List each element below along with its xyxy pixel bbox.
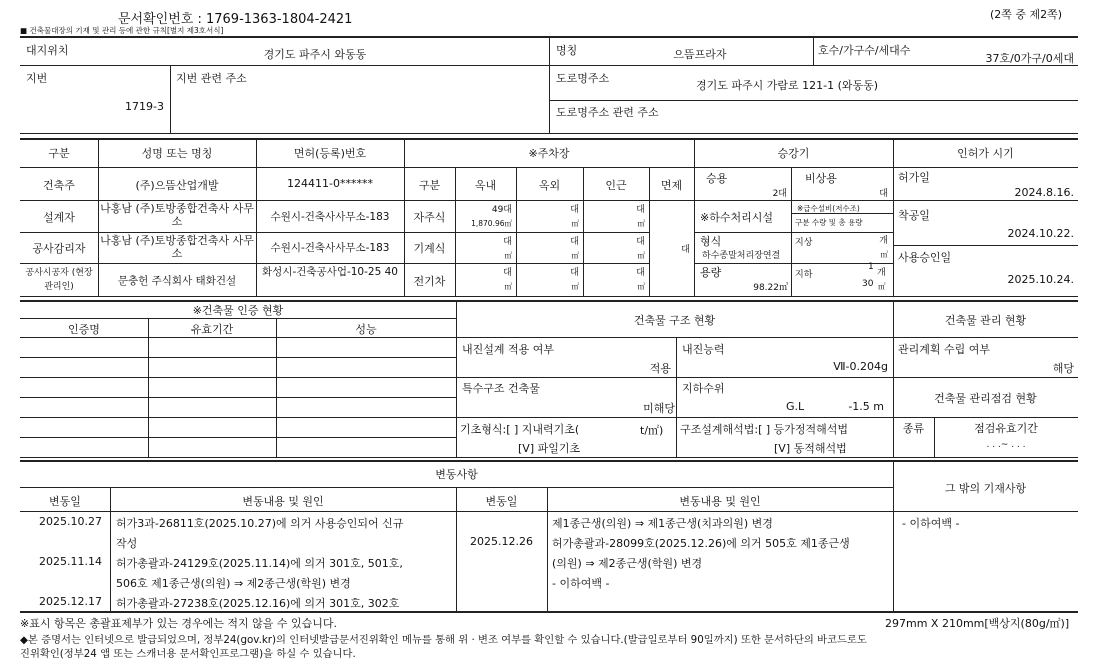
parking-self-type: 자주식 <box>413 211 446 224</box>
site-location-label: 대지위치 <box>26 44 69 57</box>
building-name-value: 으뜸프라자 <box>673 48 727 61</box>
elevator-emergency-label: 비상용 <box>805 172 837 185</box>
groundwater-label: 지하수위 <box>682 382 725 395</box>
parking-mech-outdoor-area: ㎡ <box>571 251 579 260</box>
management-title: 건축물 관리 현황 <box>944 314 1027 327</box>
structure-title: 건축물 구조 현황 <box>633 314 716 327</box>
parking-col-nearby: 인근 <box>605 179 627 192</box>
owner-license: 124411-0****** <box>287 177 373 190</box>
cert-col-name: 인증명 <box>68 323 100 336</box>
site-location-value: 경기도 파주시 와동동 <box>263 48 367 61</box>
change-line-4d: - 이하여백 - <box>552 577 610 590</box>
parking-mech-nearby: 대 <box>636 237 645 247</box>
seismic-design-label: 내진설계 적용 여부 <box>462 343 555 356</box>
permit-date-value: 2024.8.16. <box>1014 186 1074 199</box>
page-info: (2쪽 중 제2쪽) <box>990 8 1063 21</box>
sewage-capacity-label: 용량 <box>700 266 722 279</box>
sewage-capacity-value: 98.22㎥ <box>753 283 788 293</box>
cert-title: ※건축물 인증 현황 <box>192 304 284 317</box>
change-date-4: 2025.12.26 <box>470 535 533 548</box>
analysis-method-dynamic: [V] 동적해석법 <box>774 442 847 455</box>
parking-mech-outdoor: 대 <box>570 237 579 247</box>
tank-below-label: 지하 <box>795 270 813 280</box>
parking-exempt-value: 대 <box>681 245 690 255</box>
tank-below-count: 1 <box>868 262 874 272</box>
change-date-2: 2025.11.14 <box>39 555 102 568</box>
sewage-type-label: 형식 <box>700 235 722 248</box>
contractor-type: 공사시공자 (현장관리인) <box>25 268 93 292</box>
foundation-unit: t/㎡) <box>640 424 664 437</box>
elevator-emergency-value: 대 <box>879 189 888 199</box>
parking-ev-nearby-area: ㎡ <box>637 282 645 291</box>
footer-note-1: ※표시 항목은 총괄표제부가 있는 경우에는 적지 않을 수 있습니다. <box>20 617 337 630</box>
other-items-value: - 이하여백 - <box>902 517 960 530</box>
tank-above-unit2: ㎥ <box>880 250 888 259</box>
parking-ev-type: 전기차 <box>413 275 446 288</box>
road-address-related-label: 도로명주소 관련 주소 <box>556 106 659 119</box>
elevator-passenger-label: 승용 <box>706 172 728 185</box>
designer-license: 수원시-건축사사무소-183 <box>270 211 390 223</box>
change-line-2a: 허가총괄과-24129호(2025.11.14)에 의거 301호, 501호, <box>116 557 403 570</box>
units-label: 호수/가구수/세대수 <box>818 44 911 57</box>
parking-col-indoor: 옥내 <box>474 179 497 192</box>
elevator-title: 승강기 <box>777 147 810 160</box>
seismic-capacity-label: 내진능력 <box>682 343 725 356</box>
foundation-label: 기초형식:[ ] 지내력기초( <box>460 423 580 436</box>
change-line-1a: 허가3과-26811호(2025.10.27)에 의거 사용승인되어 신규 <box>116 517 404 530</box>
regulation-note: ■ 건축물대장의 기재 및 관리 등에 관한 규칙[별지 제3호서식] <box>20 26 224 35</box>
change-date-1: 2025.10.27 <box>39 515 102 528</box>
lot-address-label: 지번 관련 주소 <box>176 72 247 85</box>
supervisor-type: 공사감리자 <box>32 242 86 255</box>
people-col-name: 성명 또는 명칭 <box>141 147 213 160</box>
supervisor-name: 나홍남 (주)토방종합건축사 사무소 <box>100 234 254 260</box>
water-tank-label: ※급수설비(저수조) <box>797 204 860 213</box>
people-col-license: 면허(등록)번호 <box>293 147 367 160</box>
footer-note-2: ◆본 증명서는 인터넷으로 발급되었으며, 정부24(gov.kr)의 인터넷발급문서진위확인 메뉴를 통해 위 · 변조 여부를 확인할 수 있습니다.(발급일로부터 90일까지) 또한 문서하단의 바코드로도 <box>20 634 867 646</box>
inspection-col-period: 점검유효기간 <box>974 422 1038 435</box>
designer-name: 나홍남 (주)토방종합건축사 사무소 <box>100 202 254 228</box>
change-line-3a: 허가총괄과-27238호(2025.12.16)에 의거 301호, 302호 <box>116 597 400 610</box>
other-items-title: 그 밖의 기재사항 <box>944 482 1027 495</box>
contractor-license: 화성시-건축공사업-10-25 40 <box>262 266 398 278</box>
permits-title: 인허가 시기 <box>957 147 1014 160</box>
permit-date-label: 허가일 <box>898 171 930 184</box>
changes-title: 변동사항 <box>435 468 478 481</box>
designer-type: 설계자 <box>43 211 75 224</box>
change-line-4b: 허가총괄과-28099호(2025.12.26)에 의거 505호 제1종근생 <box>552 537 850 550</box>
parking-ev-nearby: 대 <box>636 268 645 278</box>
parking-col-outdoor: 옥외 <box>538 179 561 192</box>
groundwater-value: -1.5 m <box>848 400 884 413</box>
parking-self-nearby-area: ㎡ <box>637 219 645 228</box>
start-date-label: 착공일 <box>898 209 930 222</box>
change-line-2b: 506호 제1종근생(의원) ⇒ 제2종근생(학원) 변경 <box>116 577 351 590</box>
groundwater-gl: G.L <box>786 400 805 413</box>
road-address-value: 경기도 파주시 가람로 121-1 (와동동) <box>696 79 879 92</box>
cert-col-performance: 성능 <box>355 323 377 336</box>
management-plan-label: 관리계획 수립 여부 <box>898 343 991 356</box>
changes-col-content-left: 변동내용 및 원인 <box>242 495 324 508</box>
tank-below-unit2: ㎥ <box>878 282 886 291</box>
contractor-name: 문충헌 주식회사 태화건설 <box>117 275 237 287</box>
paper-spec: 297mm X 210mm[백상지(80g/㎡)] <box>885 617 1070 630</box>
special-structure-value: 미해당 <box>643 402 675 415</box>
seismic-design-value: 적용 <box>649 362 671 375</box>
inspection-period-value: . . .~ . . . <box>986 440 1026 450</box>
document-number: 문서확인번호 : 1769-1363-1804-2421 <box>118 12 353 27</box>
water-tank-cols: 구분 수량 및 총 용량 <box>795 218 863 227</box>
supervisor-license: 수원시-건축사사무소-183 <box>270 242 390 254</box>
inspection-title: 건축물 관리점검 현황 <box>934 392 1037 405</box>
parking-mech-type: 기계식 <box>413 242 446 255</box>
special-structure-label: 특수구조 건축물 <box>462 382 540 395</box>
change-date-3: 2025.12.17 <box>39 595 102 608</box>
parking-self-outdoor: 대 <box>570 205 579 215</box>
parking-ev-outdoor-area: ㎡ <box>571 282 579 291</box>
sewage-type-value: 하수종말처리장연결 <box>702 251 781 261</box>
parking-self-nearby: 대 <box>636 205 645 215</box>
parking-ev-outdoor: 대 <box>570 268 579 278</box>
footer-note-3: 진위확인(정부24 앱 또는 스캐너용 문서확인프로그램)을 하실 수 있습니다. <box>20 648 356 660</box>
tank-above-unit1: 개 <box>879 236 888 246</box>
parking-mech-indoor-area: ㎡ <box>504 251 512 260</box>
owner-type: 건축주 <box>43 179 75 192</box>
changes-col-content-right: 변동내용 및 원인 <box>679 495 761 508</box>
parking-self-outdoor-area: ㎡ <box>571 219 579 228</box>
tank-below-unit1: 개 <box>877 268 886 278</box>
change-line-1b: 작성 <box>116 537 138 550</box>
analysis-method-label: 구조설계해석법:[ ] 등가정적해석법 <box>680 423 849 436</box>
start-date-value: 2024.10.22. <box>1007 227 1074 240</box>
parking-title: ※주차장 <box>528 147 570 160</box>
parking-ev-indoor-area: ㎡ <box>504 282 512 291</box>
parking-mech-indoor: 대 <box>503 237 512 247</box>
parking-col-type: 구분 <box>418 179 441 192</box>
management-plan-value: 해당 <box>1052 362 1074 375</box>
foundation-pile: [V] 파일기초 <box>518 442 581 455</box>
change-line-4a: 제1종근생(의원) ⇒ 제1종근생(치과의원) 변경 <box>552 517 773 530</box>
inspection-col-kind: 종류 <box>902 422 925 435</box>
parking-mech-nearby-area: ㎡ <box>637 251 645 260</box>
seismic-capacity-value: Ⅶ-0.204g <box>833 360 888 373</box>
building-name-label: 명칭 <box>556 44 578 57</box>
road-address-label: 도로명주소 <box>556 72 610 85</box>
units-value: 37호/0가구/0세대 <box>985 52 1074 65</box>
cert-col-period: 유효기간 <box>190 323 234 336</box>
lot-number-label: 지번 <box>26 72 48 85</box>
approval-date-value: 2025.10.24. <box>1007 273 1074 286</box>
parking-self-indoor-area: 1,870.96㎡ <box>471 219 512 228</box>
changes-col-date-left: 변동일 <box>49 495 81 508</box>
sewage-title: ※하수처리시설 <box>700 211 773 224</box>
tank-above-label: 지상 <box>795 238 813 248</box>
parking-col-exempt: 면제 <box>660 179 683 192</box>
elevator-passenger-value: 2대 <box>772 189 787 199</box>
owner-name: (주)으뜸산업개발 <box>135 179 219 192</box>
changes-col-date-right: 변동일 <box>485 495 518 508</box>
people-col-type: 구분 <box>48 147 70 160</box>
parking-ev-indoor: 대 <box>503 268 512 278</box>
change-line-4c: (의원) ⇒ 제2종근생(학원) 변경 <box>552 557 703 570</box>
approval-date-label: 사용승인일 <box>898 251 952 264</box>
tank-below-cap: 30 <box>862 279 874 289</box>
lot-number-value: 1719-3 <box>125 100 164 113</box>
parking-self-indoor: 49대 <box>491 205 512 215</box>
